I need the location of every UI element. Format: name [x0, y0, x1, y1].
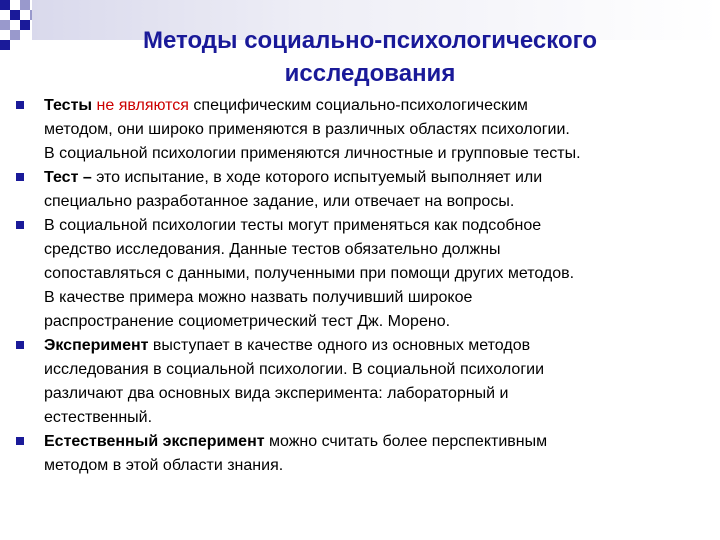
bullet-text-line [44, 118, 714, 142]
bullet-item [14, 214, 714, 334]
text-segment: естественный. [44, 409, 153, 426]
bold-term: Эксперимент [44, 337, 149, 354]
bullet-marker-icon [16, 173, 24, 181]
text-segment: различают два основных вида эксперимента: лабораторный и [44, 385, 509, 402]
bullet-item [14, 430, 714, 478]
bullet-marker-icon [16, 341, 24, 349]
text-segment: В социальной психологии применяются личностные и групповые тесты. [44, 145, 581, 162]
bullet-marker-icon [16, 437, 24, 445]
text-segment: специфическим социально-психологическим [188, 97, 528, 114]
text-segment: методом в этой области знания. [44, 457, 284, 474]
bullet-text-line [44, 238, 714, 262]
text-segment: В качестве примера можно назвать получивший широкое [44, 289, 473, 306]
bullet-item [14, 94, 714, 166]
bold-term: Тесты [44, 97, 97, 114]
text-segment: распространение социометрический тест Дж. Морено. [44, 313, 451, 330]
text-segment: это испытание, в ходе которого испытуемый выполняет или [96, 169, 543, 186]
text-segment: можно считать более перспективным [264, 433, 548, 450]
text-segment: сопоставляться с данными, полученными при помощи других методов. [44, 265, 575, 282]
bullet-text-line [44, 382, 714, 406]
slide-title [70, 24, 670, 90]
text-segment: В социальной психологии тесты могут применяться как подсобное [44, 217, 542, 234]
slide-title-line-1: Методы социально-психологического [143, 27, 597, 54]
bullet-text-line [44, 142, 714, 166]
text-segment: исследования в социальной психологии. В социальной психологии [44, 361, 545, 378]
text-segment: средство исследования. Данные тестов обязательно должны [44, 241, 501, 258]
bullet-text-line [44, 166, 714, 190]
bold-term: Тест – [44, 169, 97, 186]
bullet-text-line [44, 262, 714, 286]
slide-title-line-2: исследования [284, 60, 456, 87]
bold-term: Естественный эксперимент [44, 433, 265, 450]
bullet-text-line [44, 334, 714, 358]
bullet-text-line [44, 94, 714, 118]
bullet-marker-icon [16, 101, 24, 109]
bullet-text-line [44, 286, 714, 310]
text-segment: методом, они широко применяются в различных областях психологии. [44, 121, 570, 138]
bullet-text-line [44, 310, 714, 334]
bullet-item [14, 166, 714, 214]
highlight-text: не являются [96, 97, 189, 114]
bullet-text-line [44, 430, 714, 454]
bullet-text-line [44, 190, 714, 214]
bullet-item [14, 334, 714, 430]
text-segment: выступает в качестве одного из основных методов [148, 337, 531, 354]
bullet-text-line [44, 214, 714, 238]
text-segment: специально разработанное задание, или отвечает на вопросы. [44, 193, 515, 210]
bullet-text-line [44, 358, 714, 382]
bullet-text-line [44, 406, 714, 430]
bullet-marker-icon [16, 221, 24, 229]
bullet-text-line [44, 454, 714, 478]
bullet-list [14, 94, 714, 478]
